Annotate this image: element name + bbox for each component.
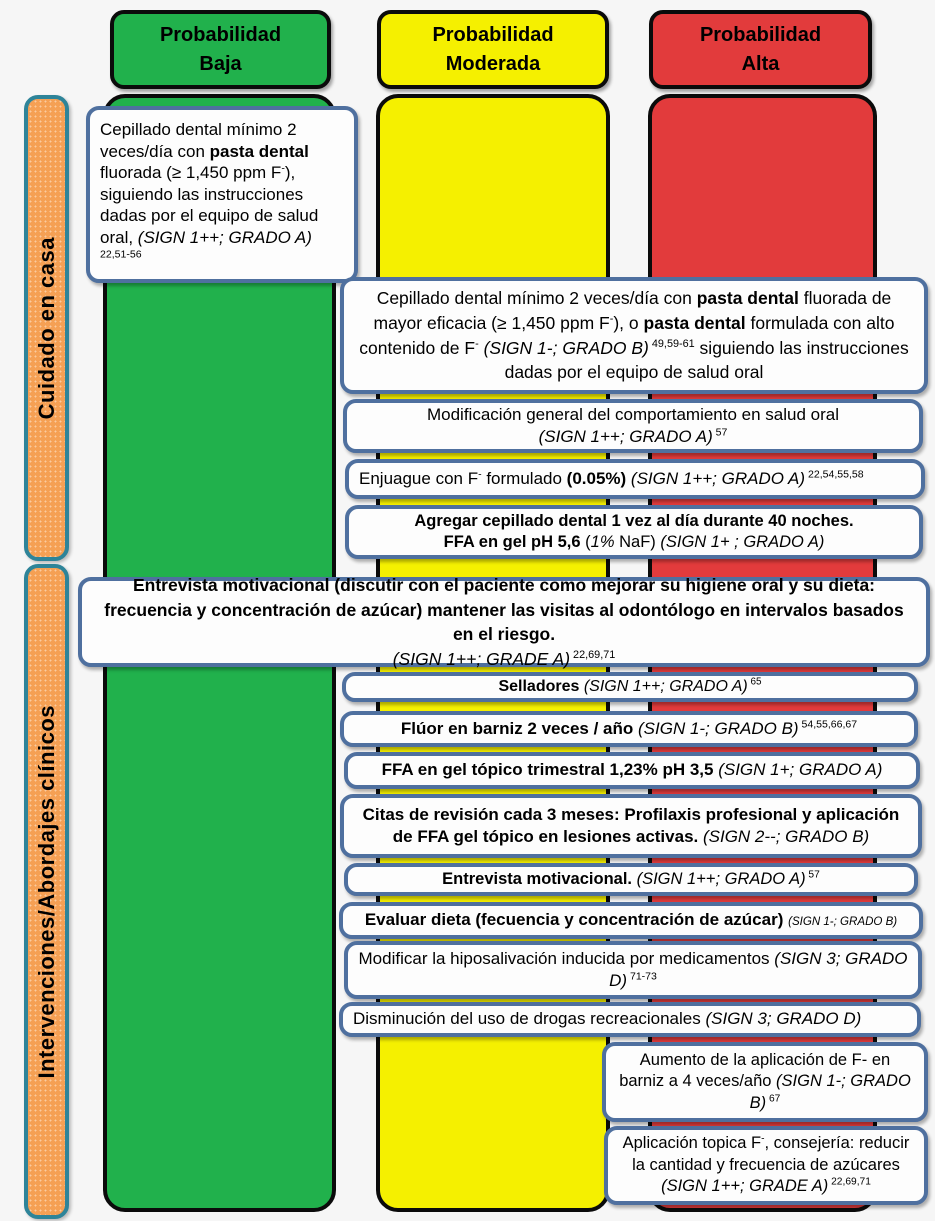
recommendation-text: Cepillado dental mínimo 2 veces/día con pasta dental fluorada (≥ 1,450 ppm F-), siguiendo las instrucciones dadas por el equipo de salud oral, (SIGN 1++; GRADO A) $^{22,51-56}$ [100, 119, 319, 261]
recommendation-text: Aplicación topica F-, consejería: reducir la cantidad y frecuencia de azúcares (SIGN 1++; GRADE A) $^{22,69,71}$ [622, 1133, 910, 1196]
recommendation-box-drogas-recreacionales [339, 1002, 921, 1037]
recommendation-text: Entrevista motivacional. (SIGN 1++; GRADO A) $^{57}$ [442, 869, 820, 888]
recommendation-box-selladores [342, 672, 918, 702]
recommendation-text: Aumento de la aplicación de F- en barniz a 4 veces/año (SIGN 1-; GRADO B) $^{67}$ [619, 1050, 911, 1112]
recommendation-text: Enjuague con F- formulado (0.05%) (SIGN 1++; GRADO A) $^{22,54,55,58}$ [359, 468, 864, 488]
recommendation-box-evaluar-dieta [339, 902, 923, 939]
recommendation-box-fluor-barniz-4-veces [602, 1042, 928, 1122]
recommendation-box-ffa-gel-trimestral [344, 752, 920, 789]
recommendation-box-aplicacion-topica-consejeria [604, 1126, 928, 1205]
recommendation-box-cepillado-mayor-eficacia [340, 277, 928, 394]
side-label-text: Cuidado en casa [33, 236, 59, 420]
recommendation-box-modificacion-comportamiento [343, 399, 923, 453]
header-line: Probabilidad [432, 23, 554, 46]
recommendation-box-citas-revision-3-meses [340, 794, 922, 858]
recommendation-text: Citas de revisión cada 3 meses: Profilaxis profesional y aplicación de FFA gel tópico en lesiones activas. (SIGN 2--; GRADO B) [362, 804, 900, 846]
recommendation-box-entrevista-motivacional [344, 863, 918, 896]
side-label-cuidado-en-casa [24, 95, 69, 561]
recommendation-box-ffa-gel-40-noches [345, 505, 923, 559]
side-label-intervenciones-abordajes-clinicos [24, 564, 69, 1219]
recommendation-box-fluor-barniz-2-veces [340, 711, 918, 747]
recommendation-text: Entrevista motivacional (discutir con el paciente como mejorar su higiene oral y su dieta: frecuencia y concentración de azúcar) mantener las visitas al odontólogo en intervalos basados en el riesgo. (SIGN 1++; GRADE A) $^{22,69,71}$ [104, 575, 904, 669]
recommendation-text: Selladores (SIGN 1++; GRADO A) $^{65}$ [498, 676, 762, 695]
recommendation-text: Modificar la hiposalivación inducida por medicamentos (SIGN 3; GRADO D) $^{71-73}$ [358, 948, 908, 990]
header-line: Probabilidad [699, 23, 822, 46]
recommendation-box-entrevista-motivacional-general [78, 577, 930, 667]
recommendation-text: Modificación general del comportamiento en salud oral (SIGN 1++; GRADO A) $^{57}$ [426, 404, 839, 446]
header-probabilidad-baja [110, 10, 331, 89]
header-probabilidad-alta [649, 10, 872, 89]
recommendation-text: Evaluar dieta (fecuencia y concentración de azúcar) (SIGN 1-; GRADO B) [364, 910, 898, 930]
recommendation-box-enjuague-fluor [345, 459, 925, 499]
recommendation-box-hiposalivacion-medicamentos [344, 941, 922, 999]
header-line: Moderada [445, 52, 541, 75]
header-line: Baja [199, 52, 242, 75]
recommendation-text: FFA en gel tópico trimestral 1,23% pH 3,5 (SIGN 1+; GRADO A) [381, 760, 883, 780]
header-probabilidad-moderada [377, 10, 609, 89]
recommendation-text: Disminución del uso de drogas recreacionales (SIGN 3; GRADO D) [353, 1009, 862, 1029]
recommendation-box-cepillado-basico [86, 106, 358, 283]
header-line: Alta [741, 52, 780, 75]
recommendation-text: Flúor en barniz 2 veces / año (SIGN 1-; GRADO B) $^{54,55,66,67}$ [400, 718, 858, 738]
recommendation-text: Agregar cepillado dental 1 vez al día durante 40 noches. FFA en gel pH 5,6 (1% NaF) (SIGN 1+ ; GRADO A) [414, 511, 854, 551]
header-line: Probabilidad [159, 23, 282, 46]
recommendation-text: Cepillado dental mínimo 2 veces/día con pasta dental fluorada de mayor eficacia (≥ 1,450 ppm F-), o pasta dental formulada con alto contenido de F- (SIGN 1-; GRADO B) $^{49,59-61}$ siguiendo las instrucciones dadas por el equipo de salud oral [359, 287, 909, 383]
side-label-text: Intervenciones/Abordajes clínicos [33, 704, 59, 1079]
